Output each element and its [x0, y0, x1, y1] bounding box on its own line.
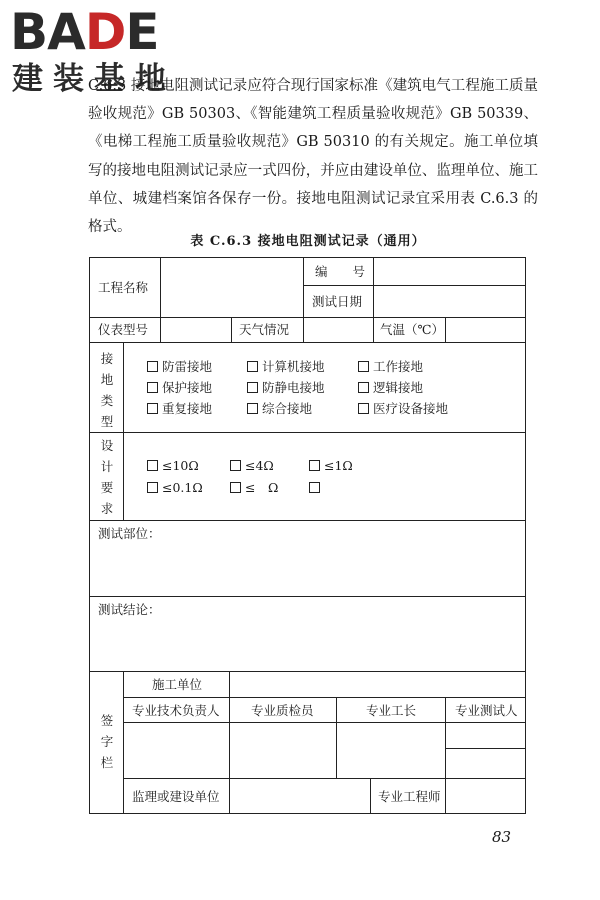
page-number: 83 [492, 828, 512, 846]
grounding-option[interactable] [358, 380, 423, 396]
option-label: 医疗设备接地 [373, 401, 449, 416]
design-option[interactable] [147, 458, 199, 474]
option-label: 重复接地 [162, 401, 213, 416]
design-option[interactable] [309, 458, 353, 474]
supervision-unit-label: 监理或建设单位 [132, 789, 220, 804]
grounding-option[interactable] [247, 401, 312, 417]
engineer-label: 专业工程师 [378, 789, 441, 804]
checkbox[interactable] [358, 382, 369, 393]
checkbox[interactable] [147, 382, 158, 393]
grounding-option[interactable] [147, 380, 212, 396]
option-label: 防静电接地 [262, 380, 325, 395]
checkbox[interactable] [147, 403, 158, 414]
design-req-label: 设计要求 [100, 438, 114, 516]
option-label: 保护接地 [162, 380, 213, 395]
foreman-label: 专业工长 [366, 703, 417, 718]
grounding-option[interactable] [147, 401, 212, 417]
checkbox[interactable] [230, 482, 241, 493]
logo-subtitle: 建装基地 [12, 61, 176, 97]
intro-paragraph: C.6.3 接地电阻测试记录应符合现行国家标准《建筑电气工程施工质量验收规范》GB 50303、《智能建筑工程质量验收规范》GB 50339、《电梯工程施工质量验收规范》GB 50310 的有关规定。施工单位填写的接地电阻测试记录应一式四份，并应由建设单位、监理单位、施工单位、城建档案馆各保存一份。接地电阻测试记录宜采用表 C.6.3 的格式。 [88, 78, 538, 236]
checkbox[interactable] [230, 460, 241, 471]
project-name-label: 工程名称 [98, 280, 149, 295]
checkbox[interactable] [358, 361, 369, 372]
checkbox[interactable] [147, 460, 158, 471]
option-label: ≤1Ω [324, 458, 353, 473]
option-label: ≤ Ω [245, 480, 279, 495]
option-label: 计算机接地 [262, 359, 325, 374]
option-label: 综合接地 [262, 401, 313, 416]
tester-label: 专业测试人 [455, 703, 518, 718]
grounding-type-label: 接地类型 [100, 351, 114, 429]
grounding-option[interactable] [247, 380, 325, 396]
construction-unit-label: 施工单位 [152, 677, 203, 692]
weather-label: 天气情况 [239, 322, 290, 337]
test-conclusion-label: 测试结论： [98, 602, 161, 617]
grounding-option[interactable] [358, 359, 423, 375]
option-label: 逻辑接地 [373, 380, 424, 395]
grounding-option[interactable] [358, 401, 448, 417]
grounding-option[interactable] [147, 359, 212, 375]
logo-brand-e: E [125, 3, 159, 61]
checkbox[interactable] [147, 361, 158, 372]
checkbox[interactable] [147, 482, 158, 493]
checkbox[interactable] [247, 382, 258, 393]
checkbox[interactable] [309, 460, 320, 471]
test-location-label: 测试部位： [98, 526, 161, 541]
checkbox[interactable] [247, 403, 258, 414]
quality-inspector-label: 专业质检员 [251, 703, 314, 718]
design-option[interactable] [230, 480, 278, 496]
logo-brand-ba: BA [10, 3, 85, 61]
test-date-label: 测试日期 [312, 294, 363, 309]
option-label: ≤4Ω [245, 458, 274, 473]
checkbox[interactable] [247, 361, 258, 372]
temperature-label: 气温（℃） [380, 322, 444, 337]
sign-column-label: 签字栏 [100, 713, 114, 770]
checkbox[interactable] [358, 403, 369, 414]
option-label: ≤0.1Ω [162, 480, 203, 495]
tech-lead-label: 专业技术负责人 [132, 703, 220, 718]
meter-model-label: 仪表型号 [98, 322, 149, 337]
design-option[interactable] [230, 458, 274, 474]
serial-no-label: 编 号 [315, 264, 366, 279]
design-option[interactable] [309, 480, 324, 496]
grounding-option[interactable] [247, 359, 325, 375]
option-label: ≤10Ω [162, 458, 199, 473]
design-option[interactable] [147, 480, 203, 496]
option-label: 防雷接地 [162, 359, 213, 374]
option-label: 工作接地 [373, 359, 424, 374]
table-caption: 表 C.6.3 接地电阻测试记录（通用） [190, 234, 426, 249]
checkbox[interactable] [309, 482, 320, 493]
logo-brand-d: D [84, 3, 126, 61]
